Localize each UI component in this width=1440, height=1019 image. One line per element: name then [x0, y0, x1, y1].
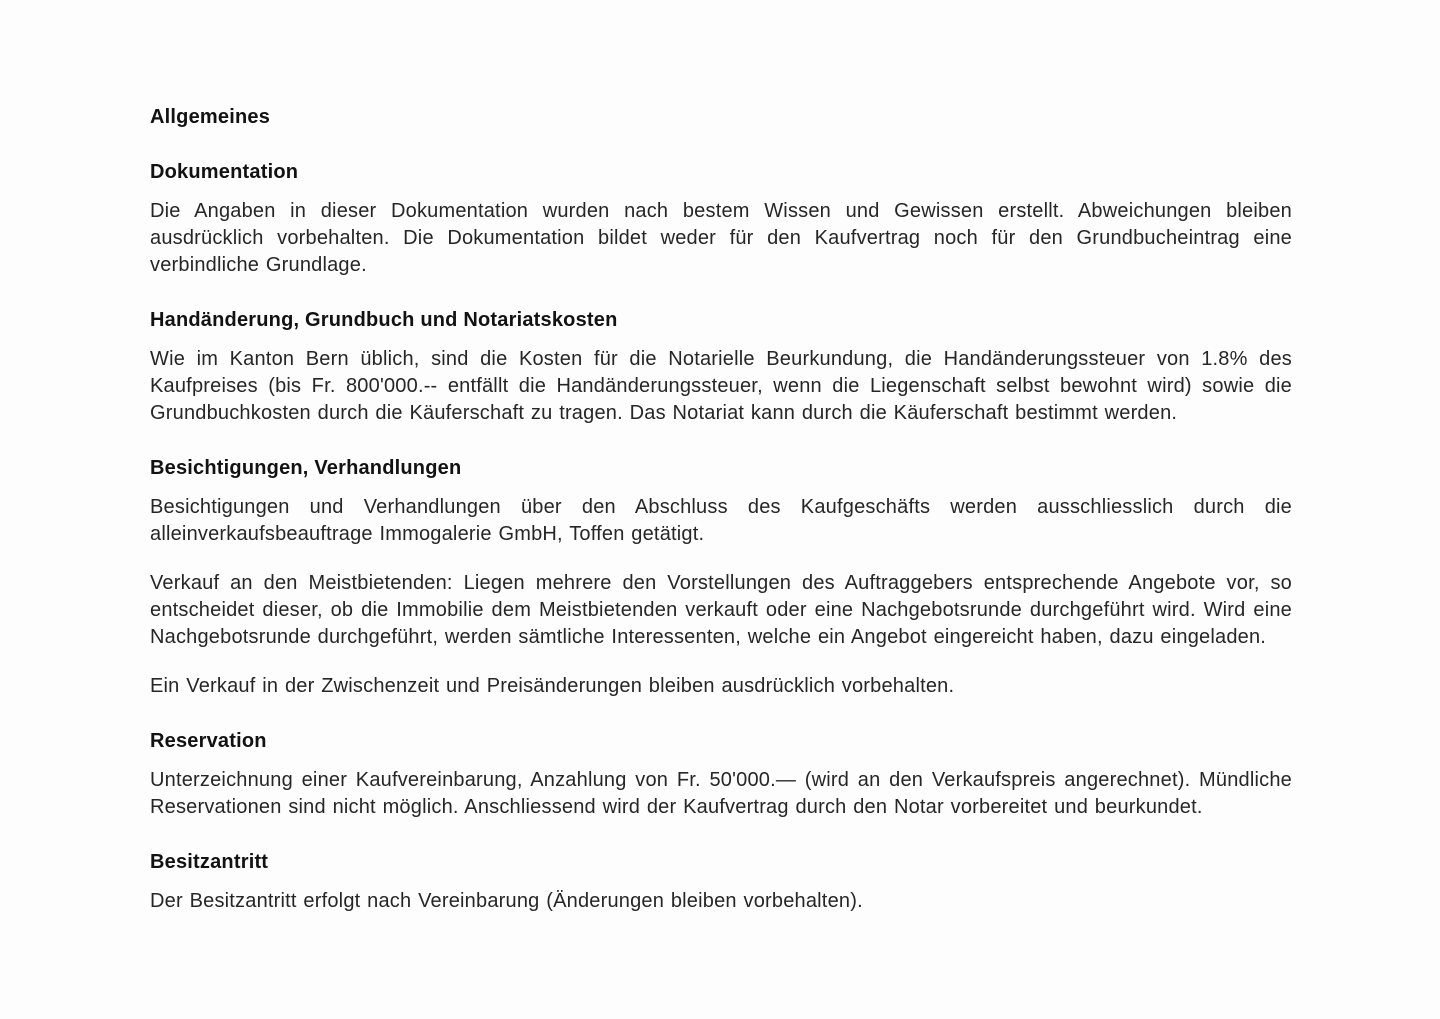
paragraph: Ein Verkauf in der Zwischenzeit und Preisänderungen bleiben ausdrücklich vorbehalten. — [150, 675, 955, 697]
section-heading: Reservation — [150, 730, 267, 752]
paragraph: Unterzeichnung einer Kaufvereinbarung, Anzahlung von Fr. 50'000.— (wird an den Verkaufspreis angerechnet). Mündliche Reservationen sind nicht möglich. Anschliessend wird der Kaufvertrag durch den Notar vorbereitet und beurkundet. — [150, 769, 1292, 818]
section-heading: Allgemeines — [150, 106, 271, 128]
paragraph: Der Besitzantritt erfolgt nach Vereinbarung (Änderungen bleiben vorbehalten). — [150, 890, 863, 912]
section-heading: Dokumentation — [150, 161, 299, 183]
paragraph: Besichtigungen und Verhandlungen über den Abschluss des Kaufgeschäfts werden ausschliesslich durch die alleinverkaufsbeauftrage Immogalerie GmbH, Toffen getätigt. — [150, 496, 1292, 545]
section-heading: Besitzantritt — [150, 851, 269, 873]
paragraph: Wie im Kanton Bern üblich, sind die Kosten für die Notarielle Beurkundung, die Handänderungssteuer von 1.8% des Kaufpreises (bis Fr. 800'000.-- entfällt die Handänderungssteuer, wenn die Liegenschaft selbst bewohnt wird) sowie die Grundbuchkosten durch die Käuferschaft zu tragen. Das Notariat kann durch die Käuferschaft bestimmt werden. — [150, 348, 1292, 424]
section-heading: Besichtigungen, Verhandlungen — [150, 457, 462, 479]
paragraph: Verkauf an den Meistbietenden: Liegen mehrere den Vorstellungen des Auftraggebers entsprechende Angebote vor, so entscheidet dieser, ob die Immobilie dem Meistbietenden verkauft oder eine Nachgebotsrunde durchgeführt wird. Wird eine Nachgebotsrunde durchgeführt, werden sämtliche Interessenten, welche ein Angebot eingereicht haben, dazu eingeladen. — [150, 572, 1292, 648]
section-heading: Handänderung, Grundbuch und Notariatskosten — [150, 309, 618, 331]
document-content — [150, 104, 1292, 937]
paragraph: Die Angaben in dieser Dokumentation wurden nach bestem Wissen und Gewissen erstellt. Abweichungen bleiben ausdrücklich vorbehalten. Die Dokumentation bildet weder für den Kaufvertrag noch für den Grundbucheintrag eine verbindliche Grundlage. — [150, 200, 1292, 276]
